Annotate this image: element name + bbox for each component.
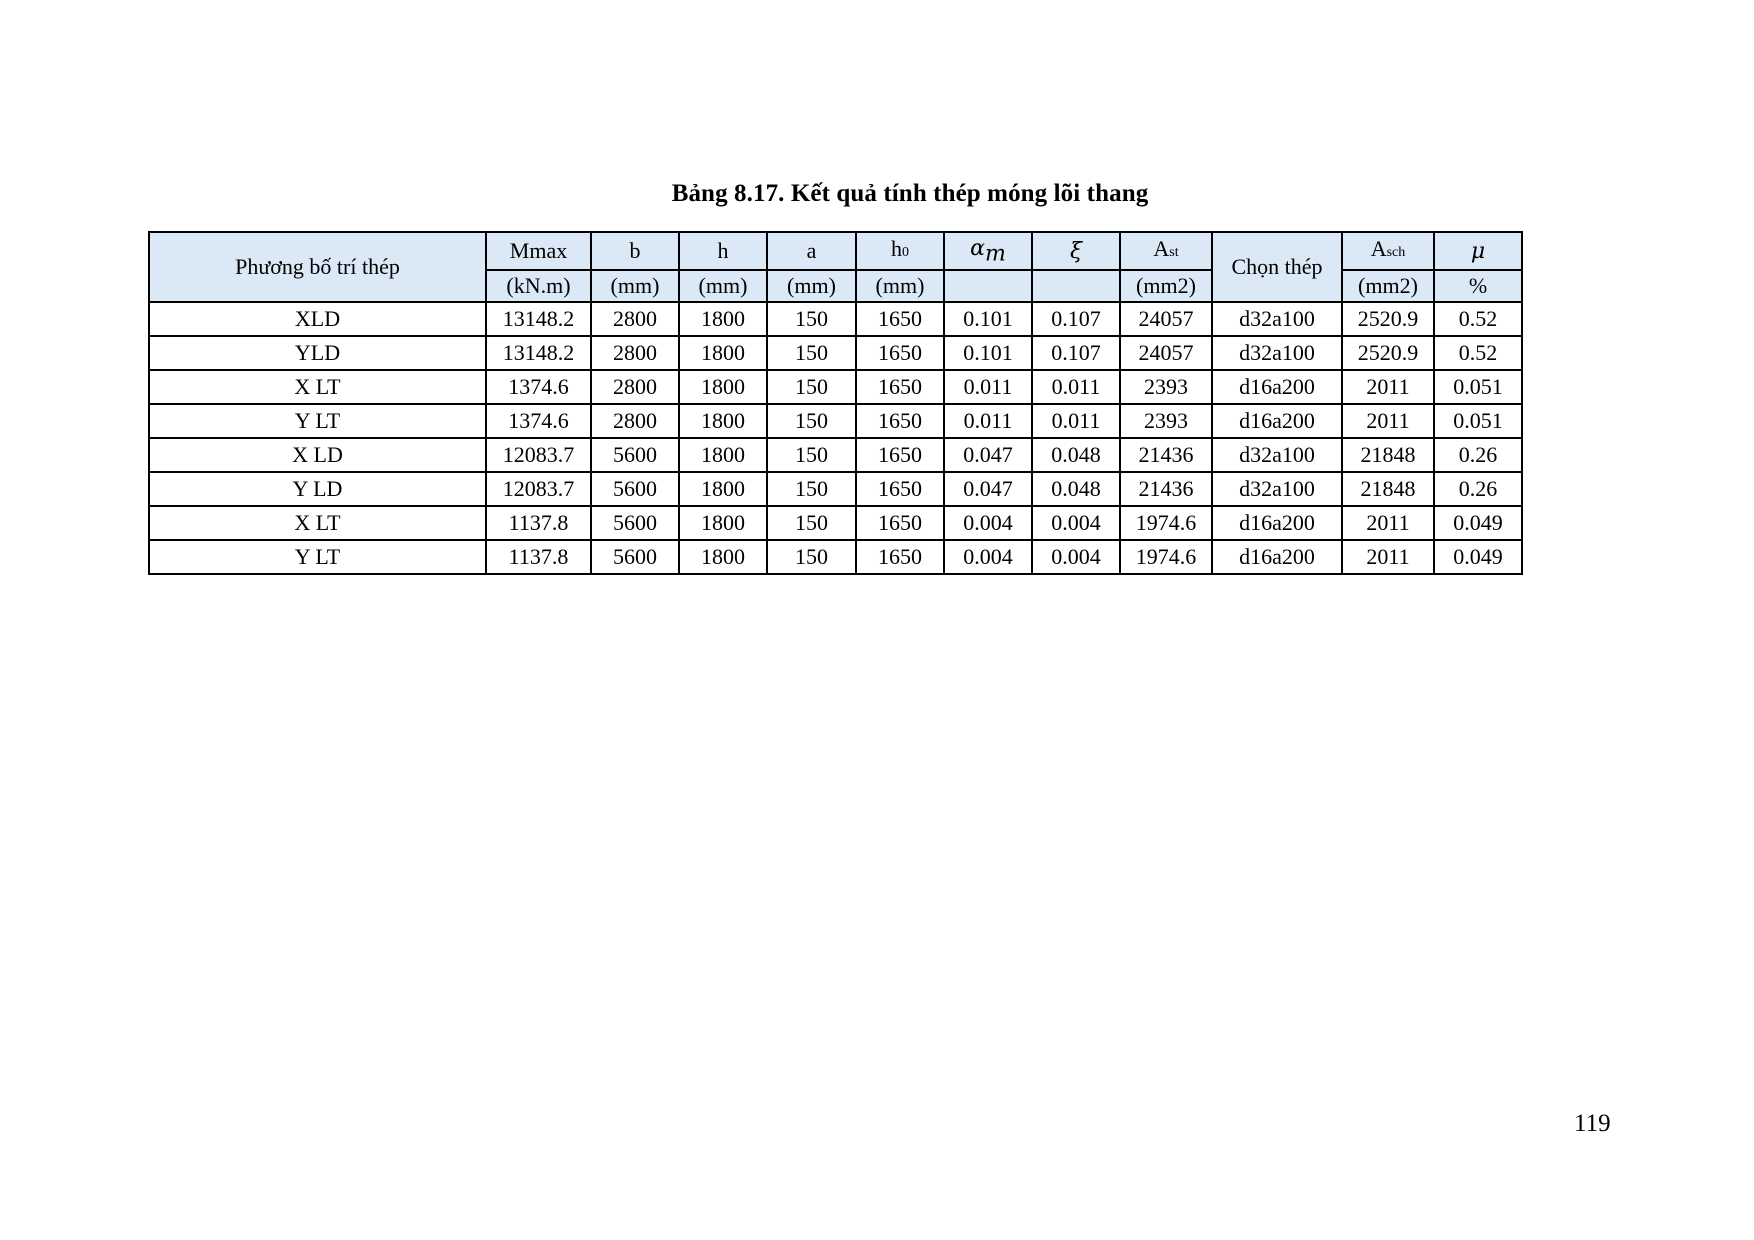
cell-ast: 2393 xyxy=(1120,370,1212,404)
cell-h: 1800 xyxy=(679,506,767,540)
cell-mmax: 12083.7 xyxy=(486,438,591,472)
cell-h: 1800 xyxy=(679,404,767,438)
cell-xi: 0.011 xyxy=(1032,404,1120,438)
cell-a: 150 xyxy=(767,540,856,574)
header-asch-base: A xyxy=(1370,236,1387,262)
header-b: b xyxy=(591,232,679,270)
header-xi xyxy=(1032,232,1120,270)
table-row xyxy=(149,370,1522,404)
cell-h0: 1650 xyxy=(856,404,944,438)
cell-chon-thep: d32a100 xyxy=(1212,472,1342,506)
cell-mu: 0.051 xyxy=(1434,370,1522,404)
cell-asch: 2011 xyxy=(1342,370,1434,404)
cell-ast: 1974.6 xyxy=(1120,506,1212,540)
cell-direction: Y LD xyxy=(149,472,486,506)
header-mu xyxy=(1434,232,1522,270)
cell-direction: Y LT xyxy=(149,404,486,438)
cell-ast: 1974.6 xyxy=(1120,540,1212,574)
table-row xyxy=(149,336,1522,370)
cell-asch: 21848 xyxy=(1342,438,1434,472)
cell-mmax: 13148.2 xyxy=(486,302,591,336)
header-asch xyxy=(1342,232,1434,270)
cell-alpha-m: 0.004 xyxy=(944,540,1032,574)
cell-ast: 24057 xyxy=(1120,336,1212,370)
cell-xi: 0.048 xyxy=(1032,438,1120,472)
cell-mu: 0.049 xyxy=(1434,506,1522,540)
cell-ast: 21436 xyxy=(1120,472,1212,506)
cell-h0: 1650 xyxy=(856,472,944,506)
cell-asch: 2520.9 xyxy=(1342,336,1434,370)
header-ast xyxy=(1120,232,1212,270)
cell-ast: 24057 xyxy=(1120,302,1212,336)
cell-h0: 1650 xyxy=(856,540,944,574)
cell-asch: 2011 xyxy=(1342,404,1434,438)
header-alpha-base: α xyxy=(970,236,985,261)
cell-h0: 1650 xyxy=(856,336,944,370)
page-number: 119 xyxy=(1574,1110,1611,1137)
cell-alpha-m: 0.047 xyxy=(944,472,1032,506)
cell-chon-thep: d16a200 xyxy=(1212,540,1342,574)
cell-chon-thep: d32a100 xyxy=(1212,438,1342,472)
table-caption: Bảng 8.17. Kết quả tính thép móng lõi thang xyxy=(671,180,1149,207)
table-row xyxy=(149,506,1522,540)
cell-direction: X LT xyxy=(149,370,486,404)
cell-h: 1800 xyxy=(679,302,767,336)
cell-mmax: 1137.8 xyxy=(486,506,591,540)
unit-asch: (mm2) xyxy=(1342,270,1434,302)
unit-h: (mm) xyxy=(679,270,767,302)
header-row-names xyxy=(149,232,1522,270)
cell-b: 5600 xyxy=(591,540,679,574)
cell-direction: YLD xyxy=(149,336,486,370)
unit-xi xyxy=(1032,270,1120,302)
unit-b: (mm) xyxy=(591,270,679,302)
cell-alpha-m: 0.101 xyxy=(944,302,1032,336)
header-h0-base: h xyxy=(891,236,902,262)
header-ast-base: A xyxy=(1153,236,1170,262)
cell-alpha-m: 0.047 xyxy=(944,438,1032,472)
cell-alpha-m: 0.011 xyxy=(944,370,1032,404)
cell-direction: Y LT xyxy=(149,540,486,574)
cell-b: 5600 xyxy=(591,472,679,506)
cell-b: 5600 xyxy=(591,438,679,472)
table-row xyxy=(149,438,1522,472)
header-a: a xyxy=(767,232,856,270)
unit-mmax: (kN.m) xyxy=(486,270,591,302)
cell-mu: 0.52 xyxy=(1434,302,1522,336)
cell-ast: 21436 xyxy=(1120,438,1212,472)
cell-mu: 0.52 xyxy=(1434,336,1522,370)
table-row xyxy=(149,540,1522,574)
cell-direction: X LT xyxy=(149,506,486,540)
header-h0 xyxy=(856,232,944,270)
cell-a: 150 xyxy=(767,472,856,506)
cell-asch: 2011 xyxy=(1342,540,1434,574)
table-row xyxy=(149,302,1522,336)
cell-h0: 1650 xyxy=(856,370,944,404)
header-mu-symbol: μ xyxy=(1470,238,1486,264)
cell-chon-thep: d16a200 xyxy=(1212,404,1342,438)
cell-h: 1800 xyxy=(679,472,767,506)
cell-a: 150 xyxy=(767,404,856,438)
cell-a: 150 xyxy=(767,438,856,472)
cell-chon-thep: d16a200 xyxy=(1212,370,1342,404)
cell-h: 1800 xyxy=(679,370,767,404)
cell-a: 150 xyxy=(767,336,856,370)
header-ast-sub: st xyxy=(1169,245,1179,261)
header-h: h xyxy=(679,232,767,270)
header-mmax: Mmax xyxy=(486,232,591,270)
cell-xi: 0.107 xyxy=(1032,336,1120,370)
cell-asch: 2011 xyxy=(1342,506,1434,540)
cell-mu: 0.26 xyxy=(1434,438,1522,472)
cell-b: 2800 xyxy=(591,302,679,336)
cell-direction: XLD xyxy=(149,302,486,336)
cell-h: 1800 xyxy=(679,336,767,370)
unit-ast: (mm2) xyxy=(1120,270,1212,302)
cell-mmax: 1374.6 xyxy=(486,404,591,438)
header-direction: Phương bố trí thép xyxy=(149,232,486,302)
table-body xyxy=(149,302,1522,574)
cell-mu: 0.26 xyxy=(1434,472,1522,506)
cell-xi: 0.048 xyxy=(1032,472,1120,506)
cell-h0: 1650 xyxy=(856,506,944,540)
cell-b: 2800 xyxy=(591,336,679,370)
cell-xi: 0.107 xyxy=(1032,302,1120,336)
cell-a: 150 xyxy=(767,370,856,404)
cell-asch: 2520.9 xyxy=(1342,302,1434,336)
cell-alpha-m: 0.004 xyxy=(944,506,1032,540)
cell-chon-thep: d32a100 xyxy=(1212,302,1342,336)
cell-b: 2800 xyxy=(591,370,679,404)
cell-h: 1800 xyxy=(679,540,767,574)
cell-asch: 21848 xyxy=(1342,472,1434,506)
header-h0-sub: 0 xyxy=(902,245,909,261)
cell-chon-thep: d16a200 xyxy=(1212,506,1342,540)
cell-ast: 2393 xyxy=(1120,404,1212,438)
unit-mu: % xyxy=(1434,270,1522,302)
cell-a: 150 xyxy=(767,506,856,540)
cell-b: 2800 xyxy=(591,404,679,438)
table-row xyxy=(149,472,1522,506)
cell-mmax: 1137.8 xyxy=(486,540,591,574)
cell-alpha-m: 0.011 xyxy=(944,404,1032,438)
unit-a: (mm) xyxy=(767,270,856,302)
cell-h: 1800 xyxy=(679,438,767,472)
header-alpha-m xyxy=(944,232,1032,270)
cell-mu: 0.049 xyxy=(1434,540,1522,574)
cell-xi: 0.011 xyxy=(1032,370,1120,404)
header-alpha-sub: m xyxy=(984,241,1006,267)
steel-results-table xyxy=(148,231,1523,575)
cell-h0: 1650 xyxy=(856,438,944,472)
cell-xi: 0.004 xyxy=(1032,540,1120,574)
cell-mmax: 1374.6 xyxy=(486,370,591,404)
cell-mmax: 12083.7 xyxy=(486,472,591,506)
unit-h0: (mm) xyxy=(856,270,944,302)
cell-b: 5600 xyxy=(591,506,679,540)
header-chon-thep: Chọn thép xyxy=(1212,232,1342,302)
header-xi-symbol: ξ xyxy=(1069,238,1083,264)
cell-direction: X LD xyxy=(149,438,486,472)
cell-mmax: 13148.2 xyxy=(486,336,591,370)
cell-chon-thep: d32a100 xyxy=(1212,336,1342,370)
cell-a: 150 xyxy=(767,302,856,336)
cell-mu: 0.051 xyxy=(1434,404,1522,438)
header-asch-sub: sch xyxy=(1386,245,1406,261)
cell-alpha-m: 0.101 xyxy=(944,336,1032,370)
table-row xyxy=(149,404,1522,438)
cell-xi: 0.004 xyxy=(1032,506,1120,540)
cell-h0: 1650 xyxy=(856,302,944,336)
unit-alpha xyxy=(944,270,1032,302)
